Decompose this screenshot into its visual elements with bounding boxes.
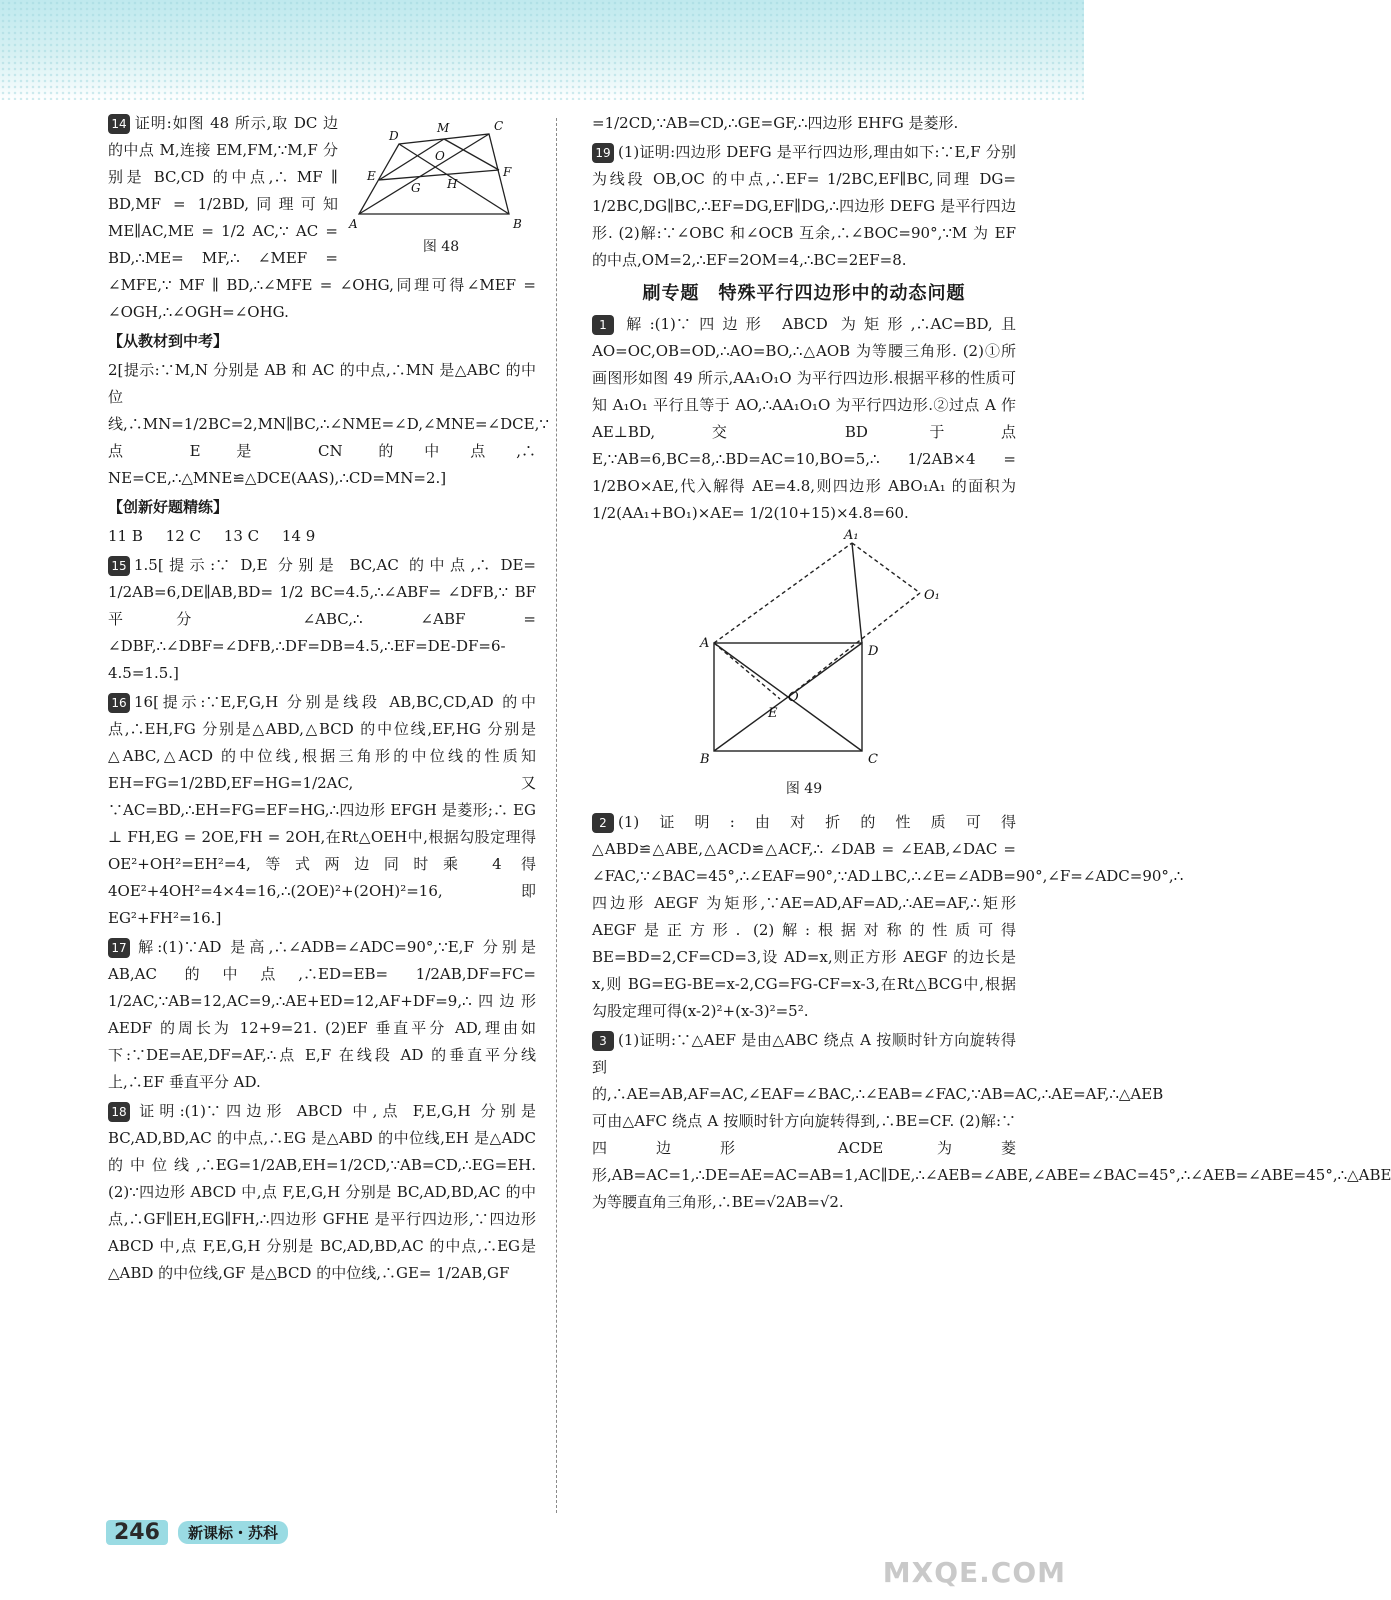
- answer-text: 解:(1)∵四边形 ABCD 为矩形,∴AC=BD,且 AO=OC,OB=OD,∴AO=BO,∴△AOB 为等腰三角形. (2)①所画图形如图 49 所示,AA₁O₁O 为平行四边形.根据平移的性质可知 A₁O₁ 平行且等于 AO,∴AA₁O₁O 为平行四边形.②过点 A 作 AE⊥BD,交 BD 于点 E,∵AB=6,BC=8,∴BD=AC=10,BO=5,∴ 1/2AB×4 = 1/2BO×AE,代入解得 AE=4.8,则四边形 ABO₁A₁ 的面积为 1/2(AA₁+BO₁)×AE= 1/2(10+15)×4.8=60.: [592, 315, 1016, 522]
- answer-18: [108, 1098, 536, 1287]
- fig49-label-o: O: [788, 690, 799, 705]
- header-decoration: [0, 0, 1084, 100]
- fig48-label-c: C: [493, 119, 503, 133]
- section-heading-textbook-to-exam: 【从教材到中考】: [108, 332, 229, 350]
- question-badge: 18: [108, 1102, 130, 1122]
- answer-text: 1.5[提示:∵ D,E 分别是 BC,AC 的中点,∴ DE= 1/2AB=6,DE∥AB,BD= 1/2 BC=4.5,∴∠ABF= ∠DFB,∵ BF 平分 ∠ABC,∴ ∠ABF = ∠DBF,∴∠DBF=∠DFB,∴DF=DB=4.5,∴EF=DE-DF=6-4.5=1.5.]: [108, 556, 536, 682]
- answer-text: 16[提示:∵E,F,G,H 分别是线段 AB,BC,CD,AD 的中点,∴EH,FG 分别是△ABD,△BCD 的中位线,EF,HG 分别是△ABC,△ACD 的中位线,根据三角形的中位线的性质知 EH=FG=1/2BD,EF=HG=1/2AC,又∵AC=BD,∴EH=FG=EF=HG,∴四边形 EFGH 是菱形;∴ EG ⊥ FH,EG = 2OE,FH = 2OH,在Rt△OEH中,根据勾股定理得 OE²+OH²=EH²=4,等式两边同时乘 4 得 4OE²+4OH²=4×4=16,∴(2OE)²+(2OH)²=16,即 EG²+FH²=16.]: [108, 693, 536, 927]
- fig49-label-a: A: [700, 636, 710, 651]
- answer-text: (1)证明:四边形 DEFG 是平行四边形,理由如下:∵E,F 分别为线段 OB,OC 的中点,∴EF= 1/2BC,EF∥BC,同理 DG= 1/2BC,DG∥BC,∴EF=DG,EF∥DG,∴四边形 DEFG 是平行四边形. (2)解:∵∠OBC 和∠OCB 互余,∴∠BOC=90°,∵M 为 EF 的中点,OM=2,∴EF=2OM=4,∴BC=2EF=8.: [592, 143, 1016, 269]
- page-number: 246: [106, 1520, 168, 1545]
- answer-15: [108, 552, 536, 687]
- answer-text: (1)证明:∵△AEF 是由△ABC 绕点 A 按顺时针方向旋转得到的,∴AE=AB,AF=AC,∠EAF=∠BAC,∴∠EAB=∠FAC,∵AB=AC,∴AE=AF,∴△AEB可由△AFC 绕点 A 按顺时针方向旋转得到,∴BE=CF. (2)解:∵四边形 ACDE 为菱形,AB=AC=1,∴DE=AE=AC=AB=1,AC∥DE,∴∠AEB=∠ABE,∠ABE=∠BAC=45°,∴∠AEB=∠ABE=45°,∴△ABE 为等腰直角三角形,∴BE=√2AB=√2.: [592, 1031, 1391, 1211]
- figure-48-diagram: [349, 114, 534, 234]
- watermark: MXQE.COM: [882, 1556, 1066, 1589]
- right-column: [592, 110, 1391, 1218]
- fig49-label-c: C: [868, 752, 878, 767]
- question-badge: 14: [108, 114, 130, 134]
- fig48-label-m: M: [436, 121, 449, 135]
- question-badge: 19: [592, 143, 614, 163]
- question-badge: 17: [108, 938, 130, 958]
- answer-18-continued: =1/2CD,∵AB=CD,∴GE=GF,∴四边形 EHFG 是菱形.: [592, 114, 959, 132]
- choice-answer: 12 C: [165, 527, 202, 545]
- fig49-label-a1: A₁: [844, 528, 859, 543]
- page-footer: [106, 1518, 288, 1546]
- fig48-label-f: F: [502, 165, 511, 179]
- answer-text: (1)证明:由对折的性质可得△ABD≌△ABE,△ACD≌△ACF,∴ ∠DAB = ∠EAB,∠DAC = ∠FAC,∵∠BAC=45°,∴∠EAF=90°,∵AD⊥BC,∴∠E=∠ADB=90°,∠F=∠ADC=90°,∴四边形 AEGF 为矩形,∵AE=AD,AF=AD,∴AE=AF,∴矩形 AEGF是正方形. (2)解:根据对称的性质可得 BE=BD=2,CF=CD=3,设 AD=x,则正方形 AEGF 的边长是 x,则 BG=EG-BE=x-2,CG=FG-CF=x-3,在Rt△BCG中,根据勾股定理可得(x-2)²+(x-3)²=5².: [592, 813, 1184, 1020]
- answer-text: 证明:(1)∵四边形 ABCD 中,点 F,E,G,H 分别是 BC,AD,BD,AC 的中点,∴EG 是△ABD 的中位线,EH 是△ADC 的中位线,∴EG=1/2AB,EH=1/2CD,∵AB=CD,∴EG=EH. (2)∵四边形 ABCD 中,点 F,E,G,H 分别是 BC,AD,BD,AC 的中点,∴GF∥EH,EG∥FH,∴四边形 GFHE 是平行四边形,∵四边形 ABCD 中,点 F,E,G,H 分别是 BC,AD,BD,AC 的中点,∴EG是△ABD 的中位线,GF 是△BCD 的中位线,∴GE= 1/2AB,GF: [108, 1102, 536, 1282]
- figure-48-caption: 图 48: [422, 239, 460, 255]
- topic-title: 刷专题 特殊平行四边形中的动态问题: [642, 283, 966, 304]
- series-label: 新课标・苏科: [178, 1521, 288, 1544]
- fig48-label-e: E: [366, 169, 376, 183]
- answer-19: [592, 139, 1016, 274]
- question-badge: 1: [592, 315, 614, 335]
- fig49-label-d: D: [868, 644, 879, 659]
- choice-answer: 13 C: [223, 527, 260, 545]
- question-badge: 16: [108, 693, 130, 713]
- question-badge: 15: [108, 556, 130, 576]
- answer-text: 解:(1)∵AD 是高,∴∠ADB=∠ADC=90°,∵E,F 分别是 AB,AC 的中点,∴ED=EB= 1/2AB,DF=FC= 1/2AC,∵AB=12,AC=9,∴AE+ED=12,AF+DF=9,∴四边形 AEDF 的周长为 12+9=21. (2)EF 垂直平分 AD,理由如下:∵DE=AE,DF=AF,∴点 E,F 在线段 AD 的垂直平分线上,∴EF 垂直平分 AD.: [108, 938, 536, 1091]
- answer-16: [108, 689, 536, 932]
- fig48-label-h: H: [446, 177, 457, 191]
- textbook-exam-answer: 2[提示:∵M,N 分别是 AB 和 AC 的中点,∴MN 是△ABC 的中位线,∴MN=1/2BC=2,MN∥BC,∴∠NME=∠D,∠MNE=∠DCE,∵ 点 E 是 CN 的中点,∴ NE=CE,∴△MNE≌△DCE(AAS),∴CD=MN=2.]: [108, 361, 549, 487]
- fig48-label-d: D: [388, 129, 399, 143]
- topic-answer-1: [592, 311, 1016, 527]
- topic-answer-2: [592, 809, 1184, 1025]
- column-divider: [556, 118, 557, 1513]
- topic-answer-3: [592, 1027, 1391, 1216]
- choice-answer: 11 B: [108, 527, 143, 545]
- answer-text: 证明:如图 48 所示,取 DC 边的中点 M,连接 EM,FM,∵M,F 分别是 BC,CD 的中点,∴ MF ∥ BD,MF = 1/2BD,同理可知 ME∥AC,ME = 1/2 AC,∵ AC = BD,∴ME= MF,∴ ∠MEF = ∠MFE,∵ MF ∥ BD,∴∠MFE = ∠OHG,同理可得∠MEF = ∠OGH,∴∠OGH=∠OHG.: [108, 114, 536, 321]
- fig48-label-b: B: [512, 217, 522, 231]
- fig48-label-o: O: [434, 149, 445, 163]
- fig49-label-b: B: [700, 752, 710, 767]
- fig48-label-a: A: [348, 217, 358, 231]
- answer-17: [108, 934, 536, 1096]
- left-column: [108, 110, 549, 1289]
- choice-answers: [108, 523, 536, 550]
- question-badge: 3: [592, 1031, 614, 1051]
- figure-49-diagram: [674, 528, 940, 776]
- choice-answer: 14 9: [281, 527, 316, 545]
- fig49-label-e: E: [768, 706, 778, 721]
- fig48-label-g: G: [410, 181, 421, 195]
- section-heading-innovative: 【创新好题精练】: [108, 498, 229, 516]
- fig49-label-o1: O₁: [924, 588, 940, 603]
- figure-48: [346, 110, 536, 267]
- figure-49-caption: 图 49: [785, 781, 823, 797]
- question-badge: 2: [592, 813, 614, 833]
